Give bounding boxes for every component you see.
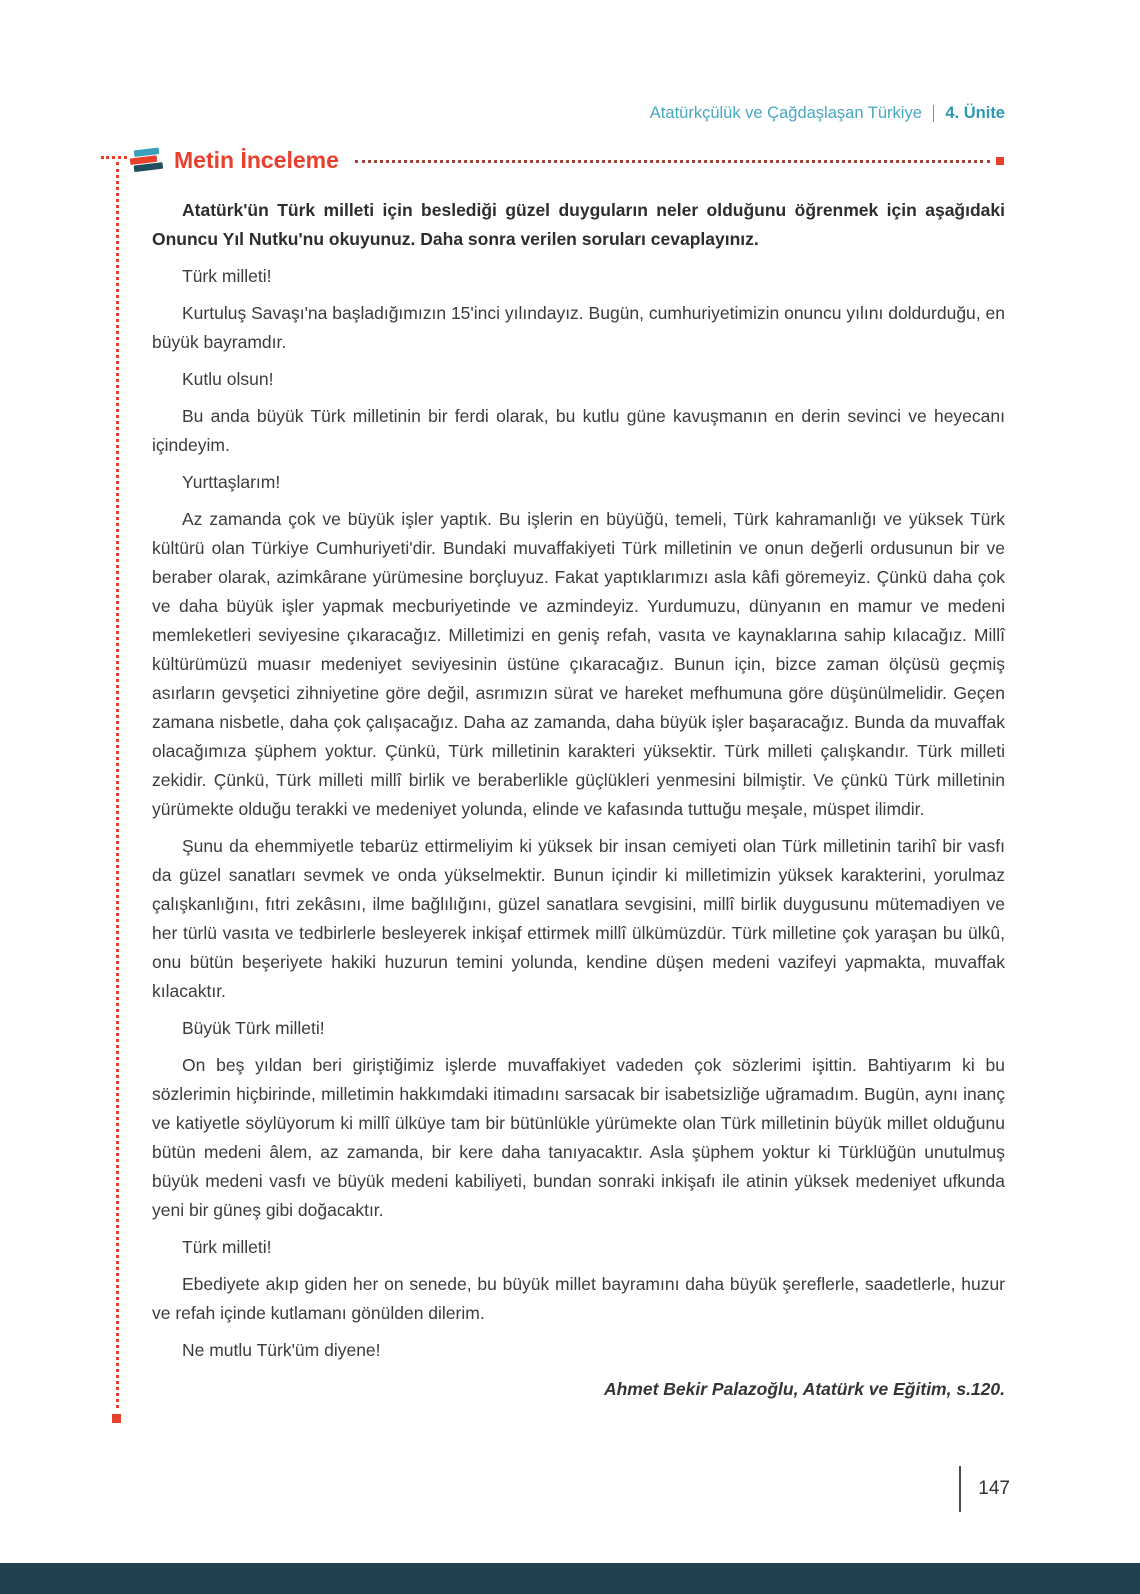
unit-label: 4. Ünite [945, 104, 1005, 122]
section-header [128, 143, 1004, 177]
speech-paragraph: Şunu da ehemmiyetle tebarüz ettirmeliyim ki yüksek bir insan cemiyeti olan Türk milletinin tarihî bir vasfı da güzel sanatları sevmek ve onda yükselmektir. Bunun içindir ki milletimizin yüksek karakterini, yorulmaz çalışkanlığını, fıtri zekâsını, ilme bağlılığını, güzel sanatlara sevgisini, millî birlik duygusunu mütemadiyen ve her türlü vasıta ve tedbirlerle besleyerek inkişaf ettirmek millî ülkümüzdür. Türk milletine çok yaraşan bu ülkû, onu bütün beşeriyete hakiki huzurun temini yolunda, kendine düşen medeni vazifeyi yapmakta, muvaffak kılacaktır. [152, 836, 1005, 1001]
page-number-block [959, 1466, 1010, 1512]
speech-paragraph: Ne mutlu Türk'üm diyene! [182, 1340, 381, 1360]
page-number: 147 [978, 1478, 1010, 1499]
running-head [650, 104, 1005, 123]
speech-paragraph: On beş yıldan beri giriştiğimiz işlerde muvaffakiyet vadeden çok sözlerimi işittin. Bahtiyarım ki bu sözlerimin hiçbirinde, milletimin hakkımdaki itimadını sarsacak bir isabetsizliğe uğramadım. Bugün, aynı inanç ve katiyetle söylüyorum ki millî ülküye tam bir bütünlükle yürümekte olan Türk milletinin büyük millet olduğunu bütün medeni âlem, az zamanda, bir kere daha tanıyacaktır. Asla şüphem yoktur ki Türklüğün unutulmuş büyük medeni vasfı ve büyük medeni kabiliyeti, bundan sonraki inkişafı ile atinin yüksek medeniyet ufkunda yeni bir güneş gibi doğacaktır. [152, 1055, 1005, 1220]
header-separator [933, 105, 935, 122]
intro-paragraph: Atatürk'ün Türk milleti için beslediği güzel duyguların neler olduğunu öğrenmek için aşağıdaki Onuncu Yıl Nutku'nu okuyunuz. Daha sonra verilen soruları cevaplayınız. [152, 200, 1005, 249]
chapter-title: Atatürkçülük ve Çağdaşlaşan Türkiye [649, 104, 922, 122]
speech-paragraph: Kutlu olsun! [182, 369, 274, 389]
speech-paragraph: Büyük Türk milleti! [182, 1018, 325, 1038]
attribution: Ahmet Bekir Palazoğlu, Atatürk ve Eğitim, s.120. [603, 1379, 1005, 1399]
rule-end-square [996, 157, 1004, 165]
speech-paragraph: Kurtuluş Savaşı'na başladığımızın 15'inci yılındayız. Bugün, cumhuriyetimizin onuncu yılını doldurduğu, en büyük bayramdır. [152, 303, 1005, 352]
speech-paragraph: Yurttaşlarım! [182, 472, 281, 492]
speech-paragraph: Ebediyete akıp giden her on senede, bu büyük millet bayramını daha büyük şereflerle, saadetlerle, huzur ve refah içinde kutlamanı gönülden dilerim. [152, 1274, 1005, 1323]
books-icon [128, 146, 166, 174]
speech-text [152, 196, 1005, 1412]
speech-paragraph: Bu anda büyük Türk milletinin bir ferdi olarak, bu kutlu güne kavuşmanın en derin sevinci ve heyecanı içindeyim. [152, 406, 1005, 455]
border-end-square [112, 1414, 121, 1423]
page-number-rule [959, 1466, 961, 1512]
footer-bar [0, 1563, 1140, 1594]
speech-paragraph: Türk milleti! [182, 266, 272, 286]
dotted-corner [101, 156, 127, 159]
section-title: Metin İnceleme [174, 146, 339, 173]
dotted-rule [355, 160, 990, 163]
speech-paragraph: Türk milleti! [182, 1237, 272, 1257]
left-dotted-border [116, 162, 119, 1408]
speech-paragraph: Az zamanda çok ve büyük işler yaptık. Bu işlerin en büyüğü, temeli, Türk kahramanlığı ve yüksek Türk kültürü olan Türkiye Cumhuriyeti'dir. Bundaki muvaffakiyeti Türk milletinin ve onun değerli ordusunun bir ve beraber olarak, azimkârane yürümesine borçluyuz. Fakat yaptıklarımızı asla kâfi göremeyiz. Çünkü daha çok ve daha büyük işler yapmak mecburiyetinde ve azmindeyiz. Yurdumuzu, dünyanın en mamur ve medeni memleketleri seviyesine çıkaracağız. Milletimizi en geniş refah, vasıta ve kaynaklarına sahip kılacağız. Millî kültürümüzü muasır medeniyet seviyesinin üstüne çıkaracağız. Bunun için, bizce zaman ölçüsü geçmiş asırların gevşetici zihniyetine göre değil, asrımızın sürat ve hareket mefhumuna göre düşünülmelidir. Geçen zamana nisbetle, daha çok çalışacağız. Daha az zamanda, daha büyük işler başaracağız. Bunda da muvaffak olacağımıza şüphem yoktur. Çünkü, Türk milletinin karakteri yüksektir. Türk milleti çalışkandır. Türk milleti zekidir. Çünkü, Türk milleti millî birlik ve beraberlikle güçlükleri yenmesini bilmiştir. Ve çünkü Türk milletinin yürümekte olduğu terakki ve medeniyet yolunda, elinde ve kafasında tuttuğu meşale, müspet ilimdir. [152, 509, 1005, 819]
